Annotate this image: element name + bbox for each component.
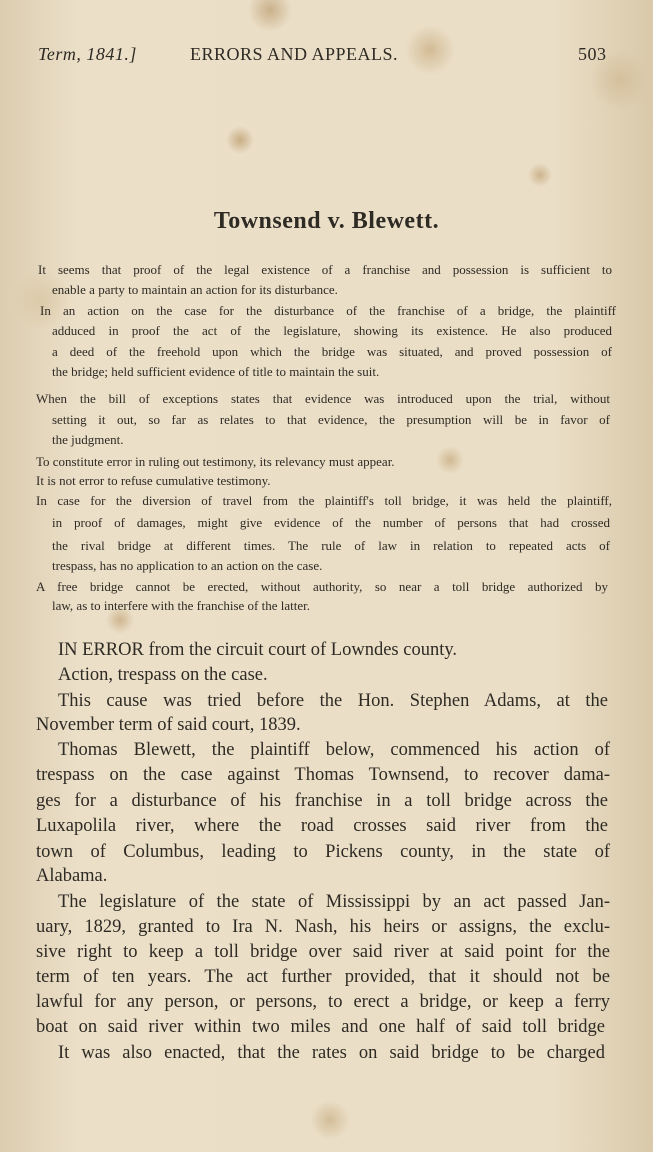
body-line: uary, 1829, granted to Ira N. Nash, his heirs or assigns, the exclu- — [36, 917, 610, 937]
body-line: trespass on the case against Thomas Townsend, to recover dama- — [36, 765, 610, 785]
headnote-line: the rival bridge at different times. The rule of law in relation to repeated acts of — [52, 538, 610, 553]
running-head-term: Term, 1841.] — [38, 44, 137, 64]
body-line: boat on said river within two miles and one half of said toll bridge — [36, 1017, 605, 1037]
headnote-line: A free bridge cannot be erected, without authority, so near a toll bridge authorized by — [36, 579, 608, 594]
headnote-line: enable a party to maintain an action for its disturbance. — [52, 282, 338, 297]
body-line: Thomas Blewett, the plaintiff below, commenced his action of — [58, 740, 610, 760]
case-title: Townsend v. Blewett. — [213, 208, 440, 234]
body-line: Alabama. — [36, 866, 108, 886]
body-line: sive right to keep a toll bridge over said river at said point for the — [36, 942, 610, 962]
body-line: This cause was tried before the Hon. Stephen Adams, at the — [58, 691, 608, 711]
headnote-line: It is not error to refuse cumulative testimony. — [36, 473, 271, 488]
headnote-line: In case for the diversion of travel from the plaintiff's toll bridge, it was held the plaintiff, — [36, 493, 612, 508]
headnote-line: It seems that proof of the legal existence of a franchise and possession is sufficient to — [38, 262, 612, 277]
headnote-line: To constitute error in ruling out testimony, its relevancy must appear. — [36, 454, 395, 469]
body-line: town of Columbus, leading to Pickens county, in the state of — [36, 842, 610, 862]
body-line: lawful for any person, or persons, to erect a bridge, or keep a ferry — [36, 992, 610, 1012]
headnote-line: the judgment. — [52, 432, 124, 447]
headnote-line: trespass, has no application to an action on the case. — [52, 558, 323, 573]
headnote-line: a deed of the freehold upon which the bridge was situated, and proved possession of — [52, 344, 612, 359]
body-line: ges for a disturbance of his franchise in a toll bridge across the — [36, 791, 608, 811]
body-line: Action, trespass on the case. — [58, 665, 268, 685]
headnote-line: When the bill of exceptions states that evidence was introduced upon the trial, without — [36, 391, 610, 406]
page-number: 503 — [578, 44, 607, 64]
body-line: term of ten years. The act further provided, that it should not be — [36, 967, 610, 987]
headnote-line: law, as to interfere with the franchise of the latter. — [52, 598, 310, 613]
headnote-line: the bridge; held sufficient evidence of title to maintain the suit. — [52, 364, 380, 379]
headnote-line: in proof of damages, might give evidence of the number of persons that had crossed — [52, 515, 610, 530]
body-line: November term of said court, 1839. — [36, 715, 301, 735]
body-line: IN ERROR from the circuit court of Lowndes county. — [58, 640, 458, 660]
body-line: The legislature of the state of Mississippi by an act passed Jan- — [58, 892, 610, 912]
headnote-line: In an action on the case for the disturbance of the franchise of a bridge, the plaintiff — [40, 303, 616, 318]
running-head-title: ERRORS AND APPEALS. — [190, 44, 399, 64]
headnote-line: adduced in proof the act of the legislature, showing its existence. He also produced — [52, 323, 612, 338]
body-line: It was also enacted, that the rates on said bridge to be charged — [58, 1043, 605, 1063]
body-line: Luxapolila river, where the road crosses said river from the — [36, 816, 608, 836]
headnote-line: setting it out, so far as relates to that evidence, the presumption will be in favor of — [52, 412, 610, 427]
